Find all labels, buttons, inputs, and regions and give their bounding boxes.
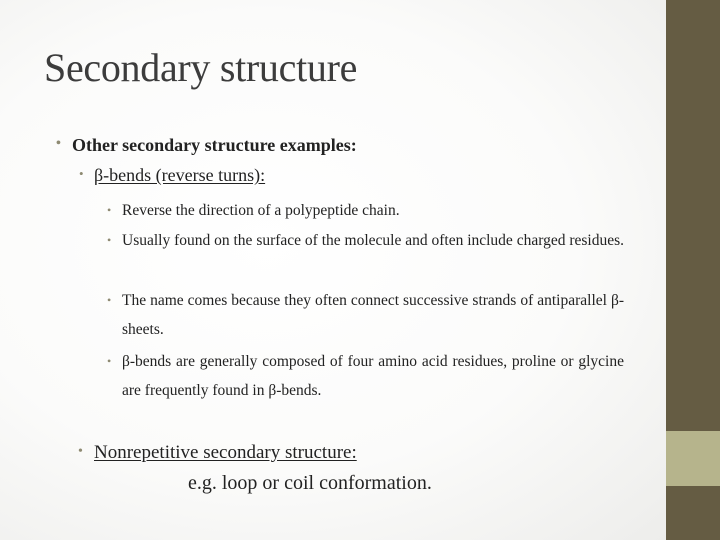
bullet-dot-icon: • <box>107 233 112 247</box>
example-text: e.g. loop or coil conformation. <box>188 472 432 494</box>
bullet-dot-icon: • <box>78 444 83 459</box>
sub-bullet-composition <box>107 347 624 405</box>
sub-bullet-name <box>107 286 624 344</box>
bullet-dot-icon: • <box>107 203 112 217</box>
sub-bullet-text: The name comes because they often connect successive strands of antiparallel β-sheets. <box>122 292 624 338</box>
bullet-other-examples <box>56 135 357 156</box>
sidebar-accent-block <box>666 431 720 486</box>
bullet-beta-bends <box>79 165 266 186</box>
bullet-dot-icon: • <box>107 354 112 368</box>
slide-title: Secondary structure <box>44 45 358 90</box>
bullet-nonrepetitive <box>78 442 357 464</box>
sub-bullet-text: Usually found on the surface of the molecule and often include charged residues. <box>122 232 625 249</box>
bullet-dot-icon: • <box>79 166 84 181</box>
sub-bullet-text: Reverse the direction of a polypeptide chain. <box>122 202 400 219</box>
bullet-dot-icon: • <box>107 293 112 307</box>
bullet-text: β-bends (reverse turns): <box>94 165 266 185</box>
bullet-text: Other secondary structure examples: <box>72 135 357 155</box>
bullet-text: Nonrepetitive secondary structure: <box>94 442 357 463</box>
sub-bullet-text: β-bends are generally composed of four amino acid residues, proline or glycine are frequently found in β-bends. <box>122 353 624 399</box>
sub-bullet-surface <box>107 226 625 255</box>
bullet-dot-icon: • <box>56 136 61 151</box>
sub-bullet-reverse <box>107 196 624 225</box>
